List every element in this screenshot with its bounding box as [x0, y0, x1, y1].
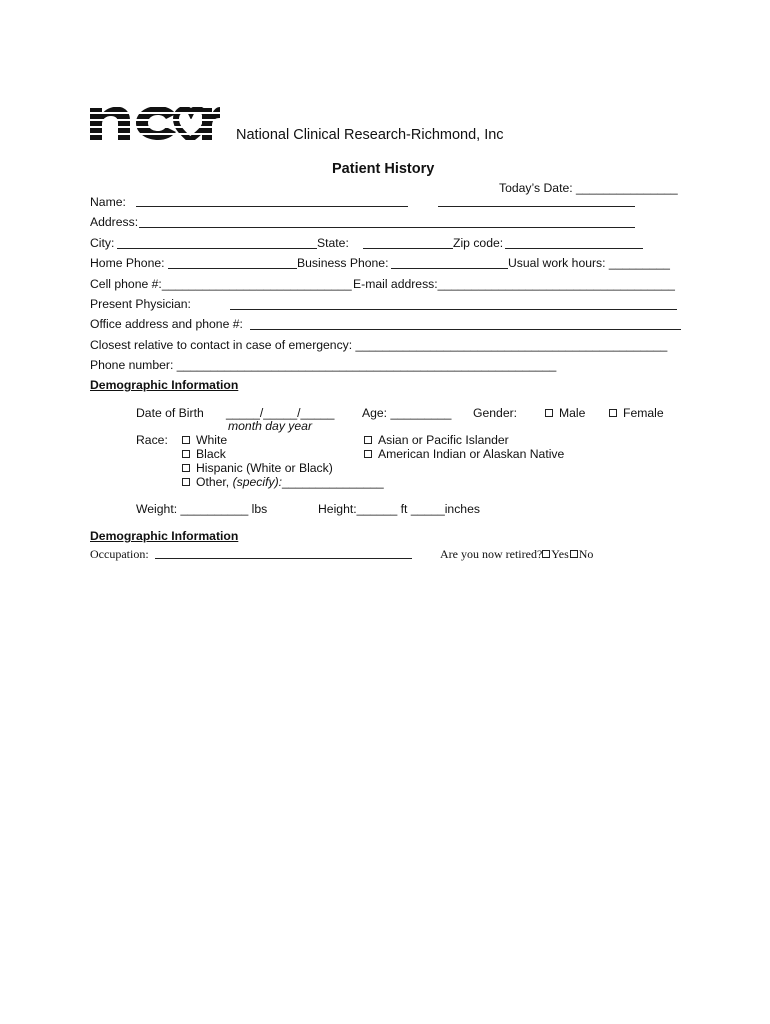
race-asian-label: Asian or Pacific Islander — [378, 433, 509, 447]
race-black-option[interactable] — [182, 448, 226, 460]
gender-male-option[interactable] — [545, 407, 585, 419]
cell-phone-field[interactable]: Cell phone #:____________________________ — [90, 277, 352, 291]
business-phone-line[interactable] — [391, 268, 508, 269]
name-line-2[interactable] — [438, 206, 635, 207]
retired-no-label: No — [578, 547, 594, 561]
race-native-option[interactable] — [364, 448, 564, 460]
weight-field[interactable]: Weight: __________ lbs — [136, 502, 268, 516]
physician-label: Present Physician: — [90, 297, 191, 311]
office-label: Office address and phone #: — [90, 317, 243, 331]
checkbox-icon[interactable] — [542, 550, 550, 558]
age-field[interactable]: Age: _________ — [362, 406, 452, 420]
race-hispanic-option[interactable] — [182, 462, 333, 474]
demographic-heading-2: Demographic Information — [90, 529, 239, 543]
race-label: Race: — [136, 433, 168, 447]
height-field[interactable]: Height:______ ft _____inches — [318, 502, 480, 516]
phone-number-field[interactable]: Phone number: ________________________________________________________ — [90, 358, 557, 372]
gender-label: Gender: — [473, 406, 518, 420]
occupation-line[interactable] — [155, 558, 412, 559]
dob-subtitle: month day year — [228, 419, 313, 433]
race-native-label: American Indian or Alaskan Native — [378, 447, 565, 461]
state-line[interactable] — [363, 248, 453, 249]
retired-question — [440, 548, 593, 560]
physician-line[interactable] — [230, 309, 677, 310]
home-phone-label: Home Phone: — [90, 256, 165, 270]
race-hispanic-label: Hispanic (White or Black) — [196, 461, 333, 475]
todays-date-field[interactable]: Today’s Date: _______________ — [499, 181, 678, 195]
retired-label: Are you now retired? — [440, 547, 543, 561]
occupation-label: Occupation: — [90, 547, 149, 561]
work-hours-field[interactable]: Usual work hours: _________ — [508, 256, 670, 270]
address-label: Address: — [90, 215, 139, 229]
zip-line[interactable] — [505, 248, 643, 249]
email-field[interactable]: E-mail address:___________________________________ — [353, 277, 675, 291]
checkbox-icon[interactable] — [364, 436, 372, 444]
race-specify-label: (specify): — [232, 475, 283, 489]
checkbox-icon[interactable] — [545, 409, 553, 417]
gender-female-option[interactable] — [609, 407, 664, 419]
checkbox-icon[interactable] — [364, 450, 372, 458]
city-label: City: — [90, 236, 115, 250]
race-white-label: White — [196, 433, 228, 447]
emergency-contact-field[interactable]: Closest relative to contact in case of emergency: ______________________________________________ — [90, 338, 668, 352]
race-other-option[interactable] — [182, 476, 384, 488]
city-line[interactable] — [117, 248, 317, 249]
name-line-1[interactable] — [136, 206, 408, 207]
checkbox-icon[interactable] — [182, 436, 190, 444]
checkbox-icon[interactable] — [609, 409, 617, 417]
ncr-logo-mark — [90, 100, 220, 144]
dob-label: Date of Birth — [136, 406, 204, 420]
zip-label: Zip code: — [453, 236, 504, 250]
form-title: Patient History — [332, 161, 435, 177]
demographic-heading: Demographic Information — [90, 378, 239, 392]
race-white-option[interactable] — [182, 434, 227, 446]
state-label: State: — [317, 236, 349, 250]
name-label: Name: — [90, 195, 126, 209]
checkbox-icon[interactable] — [182, 450, 190, 458]
checkbox-icon[interactable] — [570, 550, 578, 558]
business-phone-label: Business Phone: — [297, 256, 389, 270]
company-name: National Clinical Research-Richmond, Inc — [236, 127, 504, 143]
race-other-label: Other, — [196, 475, 233, 489]
race-other-blank[interactable]: _______________ — [282, 475, 384, 489]
gender-female-label: Female — [623, 406, 664, 420]
address-line[interactable] — [139, 227, 635, 228]
checkbox-icon[interactable] — [182, 464, 190, 472]
home-phone-line[interactable] — [168, 268, 297, 269]
office-line[interactable] — [250, 329, 681, 330]
race-black-label: Black — [196, 447, 226, 461]
dob-field[interactable]: _____/_____/_____ — [226, 406, 335, 420]
race-asian-option[interactable] — [364, 434, 509, 446]
checkbox-icon[interactable] — [182, 478, 190, 486]
ncr-logo — [90, 100, 220, 147]
gender-male-label: Male — [559, 406, 586, 420]
retired-yes-label: Yes — [551, 547, 569, 561]
